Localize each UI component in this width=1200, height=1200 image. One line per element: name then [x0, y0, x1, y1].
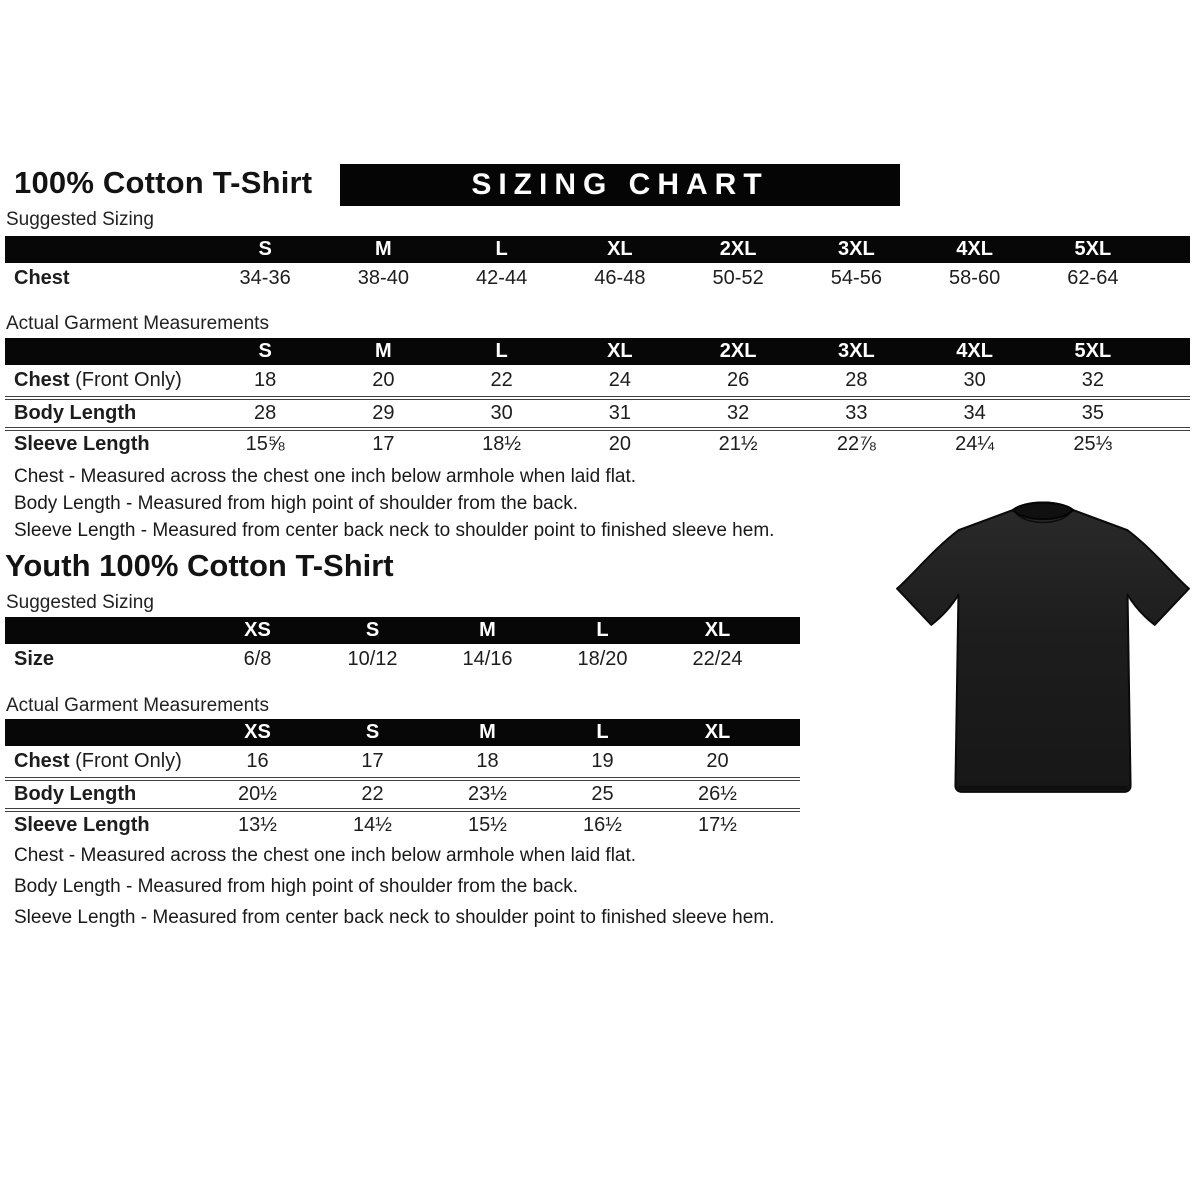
size-column-header: M — [375, 340, 392, 362]
youth-suggested-header-row — [5, 617, 800, 644]
size-column-header: M — [479, 619, 496, 641]
measurement-value: 25 — [591, 783, 614, 805]
measurement-value: 15½ — [468, 814, 507, 836]
measurement-value: 25⅓ — [1073, 433, 1113, 455]
size-column-header: L — [596, 721, 609, 743]
table-row — [5, 746, 800, 777]
measurement-value: 21½ — [718, 433, 758, 455]
measurement-value: 20 — [706, 750, 729, 772]
size-column-header: 2XL — [719, 238, 757, 260]
measurement-value: 35 — [1081, 402, 1104, 424]
size-column-header: S — [365, 619, 380, 641]
measurement-value: 6/8 — [243, 648, 272, 670]
table-row — [5, 427, 1190, 458]
size-column-header: 5XL — [1074, 238, 1112, 260]
measurement-value: 34 — [963, 402, 986, 424]
youth-suggested-table — [5, 617, 800, 675]
measurement-value: 16 — [246, 750, 269, 772]
row-label: Size — [14, 648, 55, 670]
measurement-value: 28 — [254, 402, 277, 424]
measurement-value: 17 — [372, 433, 395, 455]
measurement-notes — [14, 463, 774, 544]
row-label: Sleeve Length — [14, 433, 150, 455]
measurement-value: 16½ — [583, 814, 622, 836]
size-column-header: 3XL — [838, 238, 875, 260]
table-row — [5, 365, 1190, 396]
size-column-header: L — [495, 238, 508, 260]
measurement-value: 20 — [608, 433, 631, 455]
suggested-sizing-label-adult: Suggested Sizing — [6, 209, 154, 230]
adult-suggested-table — [5, 236, 1190, 294]
measurement-value: 62-64 — [1067, 267, 1119, 289]
measurement-value: 22/24 — [692, 648, 743, 670]
measurement-value: 38-40 — [357, 267, 409, 289]
header-spacer — [5, 236, 206, 263]
measurement-value: 34-36 — [239, 267, 291, 289]
row-label: Sleeve Length — [14, 814, 150, 836]
size-column-header: XS — [244, 721, 271, 743]
measurement-value: 46-48 — [594, 267, 646, 289]
adult-actual-header-row — [5, 338, 1190, 365]
measurement-value: 26 — [727, 369, 750, 391]
size-column-header: S — [365, 721, 380, 743]
size-column-header: 5XL — [1074, 340, 1112, 362]
measurement-value: 24 — [608, 369, 631, 391]
adult-suggested-header-row — [5, 236, 1190, 263]
size-column-header: XL — [607, 238, 633, 260]
size-column-header: M — [375, 238, 392, 260]
row-label: Body Length — [14, 402, 137, 424]
youth-actual-table — [5, 719, 800, 839]
measurement-value: 19 — [591, 750, 614, 772]
table-row — [5, 808, 800, 839]
measurement-value: 10/12 — [347, 648, 398, 670]
measurement-value: 17½ — [698, 814, 737, 836]
row-label: Body Length — [14, 783, 137, 805]
measurement-value: 18 — [254, 369, 277, 391]
size-column-header: 4XL — [956, 340, 993, 362]
measurement-value: 24¼ — [955, 433, 995, 455]
row-label: Chest (Front Only) — [14, 369, 182, 391]
header-spacer — [5, 719, 200, 746]
header-spacer — [5, 617, 200, 644]
measurement-value: 18 — [476, 750, 499, 772]
measurement-value: 14/16 — [462, 648, 513, 670]
size-column-header: S — [258, 238, 272, 260]
table-row — [5, 644, 800, 675]
size-column-header: XL — [704, 619, 731, 641]
adult-actual-table — [5, 338, 1190, 458]
measurement-value: 42-44 — [476, 267, 528, 289]
size-column-header: L — [495, 340, 508, 362]
measurement-notes-youth — [14, 840, 774, 933]
note-sleeve-length: Sleeve Length - Measured from center back neck to shoulder point to finished sleeve hem. — [14, 907, 775, 928]
measurement-value: 33 — [845, 402, 868, 424]
measurement-value: 30 — [963, 369, 986, 391]
measurement-value: 22 — [490, 369, 513, 391]
youth-product-title: Youth 100% Cotton T-Shirt — [5, 548, 394, 583]
note-sleeve-length: Sleeve Length - Measured from center back neck to shoulder point to finished sleeve hem. — [14, 520, 775, 541]
youth-actual-header-row — [5, 719, 800, 746]
measurement-value: 20½ — [238, 783, 277, 805]
tshirt-collar — [1013, 503, 1073, 520]
measurement-value: 28 — [845, 369, 868, 391]
measurement-value: 23½ — [468, 783, 507, 805]
size-column-header: 3XL — [838, 340, 875, 362]
note-chest: Chest - Measured across the chest one inch below armhole when laid flat. — [14, 845, 637, 866]
measurement-value: 58-60 — [949, 267, 1001, 289]
measurement-value: 22⅞ — [836, 433, 876, 455]
measurement-value: 29 — [372, 402, 395, 424]
measurement-value: 54-56 — [830, 267, 882, 289]
table-row — [5, 777, 800, 808]
sizing-chart-banner: SIZING CHART — [340, 164, 900, 206]
measurement-value: 18/20 — [577, 648, 628, 670]
size-column-header: 4XL — [956, 238, 993, 260]
measurement-value: 22 — [361, 783, 384, 805]
measurement-value: 32 — [1081, 369, 1104, 391]
tshirt-image — [890, 492, 1196, 804]
measurement-value: 26½ — [698, 783, 737, 805]
note-body-length: Body Length - Measured from high point of shoulder from the back. — [14, 876, 578, 897]
note-chest: Chest - Measured across the chest one inch below armhole when laid flat. — [14, 466, 637, 487]
size-column-header: XS — [244, 619, 271, 641]
table-row — [5, 396, 1190, 427]
actual-measurements-label-youth: Actual Garment Measurements — [6, 695, 269, 716]
measurement-value: 13½ — [238, 814, 277, 836]
row-label: Chest (Front Only) — [14, 750, 182, 772]
row-label: Chest — [14, 267, 70, 289]
size-column-header: XL — [704, 721, 731, 743]
size-column-header: XL — [607, 340, 633, 362]
size-column-header: L — [596, 619, 609, 641]
header-spacer — [5, 338, 206, 365]
actual-measurements-label-adult: Actual Garment Measurements — [6, 313, 269, 334]
product-title: 100% Cotton T-Shirt — [14, 165, 313, 200]
measurement-value: 17 — [361, 750, 384, 772]
suggested-sizing-label-youth: Suggested Sizing — [6, 592, 154, 613]
table-row — [5, 263, 1190, 294]
measurement-value: 20 — [372, 369, 395, 391]
measurement-value: 30 — [490, 402, 513, 424]
measurement-value: 14½ — [353, 814, 392, 836]
measurement-value: 50-52 — [712, 267, 764, 289]
size-column-header: 2XL — [719, 340, 757, 362]
measurement-value: 15⅝ — [245, 433, 285, 455]
measurement-value: 18½ — [482, 433, 522, 455]
size-column-header: M — [479, 721, 496, 743]
note-body-length: Body Length - Measured from high point of shoulder from the back. — [14, 493, 578, 514]
tshirt-body — [897, 503, 1189, 792]
measurement-value: 32 — [727, 402, 750, 424]
measurement-value: 31 — [608, 402, 631, 424]
size-column-header: S — [258, 340, 272, 362]
